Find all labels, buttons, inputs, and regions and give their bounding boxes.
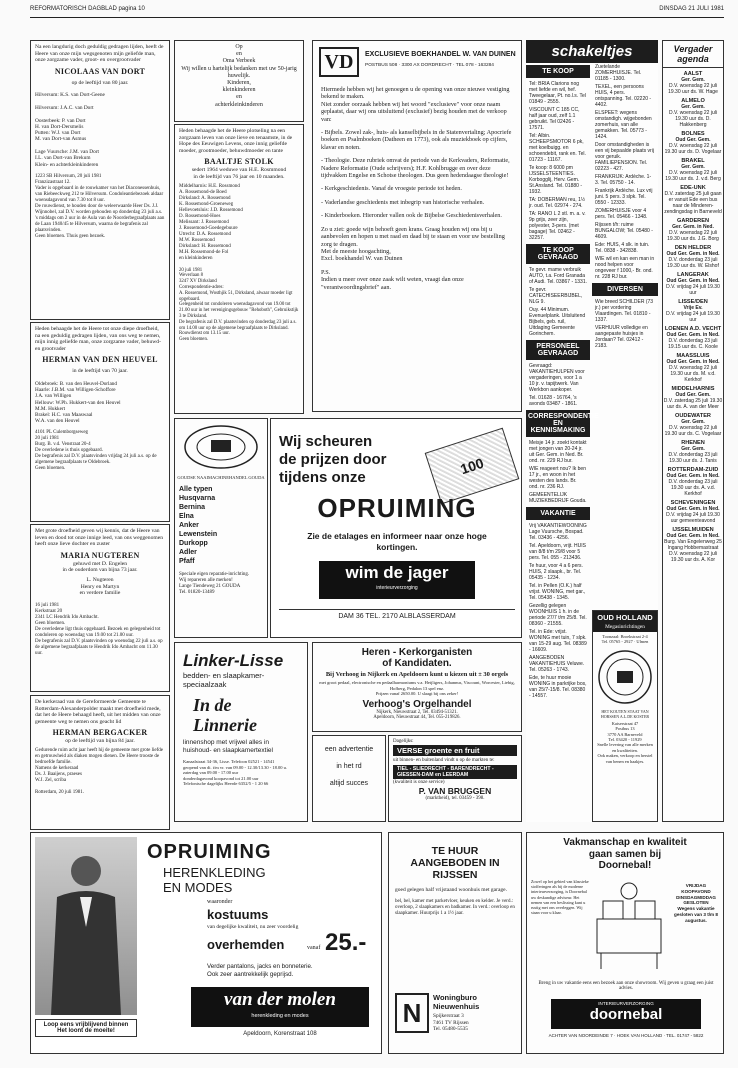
- gouda-seal-icon: [181, 423, 261, 471]
- classified-ad: ELSPEET: wegens omstandigh. wijgebonden zomerhuis, van alle gemakken. Tel. 05773 - 1424.: [595, 110, 652, 140]
- ad-doornebal: [526, 832, 724, 1054]
- wimdejager-logo: [319, 561, 475, 599]
- vergader-text: D.V. woensdag 22 juli 19.30 uur ds. W. Hage: [668, 83, 718, 95]
- classified-ad: Tel. in Pellen (O.K.) half vrijst. WONING, met gar., Tel. 05438 - 1345.: [529, 583, 586, 601]
- furniture-drawing-icon: [589, 879, 669, 975]
- vergader-text: D.V. vrijdag 24 juli 19.30 uur: [666, 284, 720, 296]
- vergader-entry: [663, 272, 723, 296]
- classified-ad: FRANKRIJK: Ardèche. 1-3. Tel. 05750 - 14.: [595, 174, 652, 186]
- molen-waaronder: waaronder: [207, 899, 233, 905]
- vergader-place: LISSE/DEN: [678, 299, 708, 305]
- duinen-title: EXCLUSIEVE BOEKHANDEL W. VAN DUINEN: [365, 51, 516, 58]
- classified-ad: Gezellig gelegen WOONHUIS 1 h. in de periode 27/7 t/m 25/8. Tel. 08360 - 21555.: [529, 603, 587, 627]
- category-te-koop: TE KOOP: [526, 65, 590, 78]
- vergader-entry: [663, 71, 723, 95]
- wimdejager-headline-1: Wij scheuren: [279, 433, 373, 450]
- linker-tag2: linnenshop met vrijwel alles in huishoud- en slaapkamertextiel: [183, 739, 273, 754]
- classified-ad: Ede, te huur mooie WONING in parkrijke bos, van 25/7-15/8. Tel. 08380 - 14557.: [529, 675, 587, 699]
- classified-ad: Ede: HUIS, 4 slk. in tuin. Tel. 0838 - 342838.: [595, 242, 650, 254]
- vergader-place: ALMELO: [681, 98, 705, 104]
- vergader-title: Vergader agenda: [663, 41, 723, 68]
- vergader-entry: [663, 500, 723, 524]
- wimdejager-headline-2: de prijzen door: [279, 451, 387, 468]
- notice-intro: De kerkeraad van de Gereformeerde Gemeente te Rotterdam-Alexanderpolder maakt met droefheid mede, dat het de Heere behaagd heeft, uit het midden van onze gemeente weg te nemen ons geacht lid: [35, 699, 161, 725]
- vergader-church: Vrije Ev.: [683, 305, 703, 311]
- vergader-text: D.V. donderdag 23 juli 19.30 uur ds. J. Tanis: [668, 452, 718, 464]
- vergader-entry: [663, 386, 723, 410]
- vergader-place: LOENEN A.D. VECHT: [664, 326, 722, 332]
- vergader-text: D.V. vrijdag 24 juli 19.30 uur gemeenteavond: [666, 512, 720, 524]
- page-header: [30, 6, 724, 18]
- heren-brand: Verhoog's Orgelhandel: [362, 698, 472, 710]
- logo-sub: herenkleding en modes: [251, 1013, 309, 1019]
- vergader-church: Oud Ger. Gem. in Ned.: [666, 359, 720, 365]
- notice-oma-verbeek: [174, 40, 304, 122]
- vergader-place: EDE-UNK: [680, 185, 706, 191]
- vergader-church: Oud Ger. Gem. in Ned.: [666, 278, 720, 284]
- classified-ad: Rijssen t/h: ruime BUNGALOW; Tel. 05480 - 4609.: [595, 222, 653, 240]
- classified-ad: Zuetelande ZOMERHUISJE. Tel. 01185 - 1300.: [595, 64, 642, 82]
- vergader-church: Oud Ger. Gem.: [675, 392, 711, 398]
- ad-van-bruggen: [388, 735, 522, 822]
- vergader-place: IJSSELMUIDEN: [672, 527, 714, 533]
- ad-te-huur-rijssen: [388, 832, 522, 1054]
- classified-ad: Tel. Apeldoorn, vrijt. HUIS van 8/8 t/m 29/8 voor 5 pers. Tel. 055 - 213436.: [529, 543, 586, 561]
- wimdejager-address: DAM 36 TEL. 2170 ALBLASSERDAM: [279, 609, 515, 620]
- vergader-place: DEN HELDER: [674, 245, 712, 251]
- duinen-intro: Hiermede hebben wij het genoegen u de opening van onze nieuwe vestiging bekend te maken. Niet zonder oorzaak hebben wij het woord "exclusieve" voor onze naam geplaatst, daar wij ons uitsluitend (exclusief) bezig houden met de verkoop van:: [321, 86, 510, 123]
- notice-nicolaas-van-dort: [30, 40, 170, 320]
- notice-name: NICOLAAS VAN DORT: [54, 66, 146, 76]
- vergader-church: Oud Ger. Gem. in Ned.: [666, 533, 720, 539]
- classified-ad: Gevraagd: VAKANTIEHULPEN voor vergaderingen, voor 1 a 10 jr. v. tapijtwerk. Van Werkbon aankoper.: [529, 363, 585, 393]
- bruggen-head: VERSE groente en fruit: [393, 745, 517, 756]
- gouda-seal-text: GOUDSE NAAIMACHINEHANDEL GOUDA: [177, 475, 265, 480]
- notice-herman-van-den-heuvel: [30, 322, 170, 522]
- vergader-text: D.V. woensdag 22 juli 19.30 uur ds. J.G. Borg: [667, 230, 719, 242]
- vergader-text: Burg. Van Engelenweg 25 Ingang Hobbemastraat D.V. woensdag 22 juli 19.30 uur ds. A. Kor: [664, 539, 722, 563]
- wimdejager-sub: Zie de etalages en informeer naar onze hoge kortingen.: [307, 531, 487, 552]
- vergader-church: Ger. Gem.: [681, 419, 705, 425]
- vergader-entry: [663, 353, 723, 383]
- vergader-entry: [663, 413, 723, 437]
- molen-title: OPRUIMING: [147, 841, 272, 863]
- bruggen-address: (marktheid), tel. 03459 - 398.: [425, 796, 485, 801]
- banknote-value: 100: [458, 454, 486, 478]
- classified-ad: TA: RANO L 2 stl. m. a. v. 9p grijs, zeer zijn, polyester, 3-pers. (met bagage) Tel. 02462 - 32257.: [529, 211, 586, 241]
- molen-vanaf: vanaf: [307, 945, 321, 951]
- vergader-text: D.V. woensdag 22 juli 19.30 uur ds. M. v.d. Kerkhof: [669, 365, 717, 383]
- header-right: DINSDAG 21 JULI 1981: [659, 6, 724, 12]
- vergader-church: Ger. Gem.: [681, 446, 705, 452]
- vergader-text: D.V. zaterdag 25 juli 19.30 uur ds. A. van der Meer: [663, 398, 723, 410]
- classified-ad: VISCOUNT C 185 CC, half jaar oud, zelf 1.1 gebruikt. Tel 02426 - 17571.: [529, 107, 580, 131]
- notice-footer: Gedurende ruim acht jaar heeft hij de gemeente met grote liefde en getrouwheid als diaken mogen dienen. De Heere trooste de bedroefde familie. Namens de kerkeraad Ds. J. Baaijens, praeses W.J. Zel, scriba Rotterdam, 20 juli 1981.: [35, 747, 163, 795]
- vergader-place: GARDEREN: [676, 218, 709, 224]
- classified-ad: Ouy. 44 Minimum. Evenuelplank. Uitsluitend Bijbels, geb. ruil, Uitdaging Gemeente Gorinchem.: [529, 307, 586, 337]
- oudholland-text: Kaiserstraat 47 Postbus 13 3770 AA Barneveld Tel. 03420 - 11929 Snelle levering van alle merken en kwaliteiten. Ook maken, verkoop en herstel van benen en haakjes.: [597, 720, 653, 764]
- notice-text: Op en Oma Verbeek Wij willen u hartelijk bedanken met uw 50-jarig huwelijk. Kinderen, kleinkinderen en achterkleinkinderen: [181, 44, 297, 108]
- classified-ad: Meisje 14 jr. zoekt kontakt met jongen van 20-24 jr. uit Ger. Gem. in Ned. Br. ond. nr. 229 RJ bur.: [529, 440, 587, 464]
- molen-price: 25.-: [325, 929, 367, 956]
- vergader-place: BRAKEL: [681, 158, 705, 164]
- vergader-entry: [663, 299, 723, 323]
- huur-address: Spijkerstraat 3 7461 TV Rijssen Tel. 05480-5535: [433, 1013, 469, 1032]
- vergader-place: AALST: [683, 71, 703, 77]
- vergader-church: Oud Ger. Gem. in Ned.: [666, 506, 720, 512]
- vergader-entry: [663, 440, 723, 464]
- classified-ad: Tel. in Ede: vrijst. WONING met tuin, 7 slpk. van 15-29 aug. Tel. 08389 - 16609.: [529, 629, 587, 653]
- heren-small: met groot pedaal, electronische en pedaalharmoniums v.a. Heijligers, Johannus, Viscount, Worcester, Liebig, Hofberg, Pedalon 13 spel enz. Prijzen vanaf 2650.00. U slaagt bij ons zeker!: [319, 680, 515, 696]
- notice-name: HERMAN VAN DEN HEUVEL: [42, 355, 158, 365]
- vergader-entry: [663, 527, 723, 563]
- ad-wim-de-jager: [270, 418, 522, 638]
- bruggen-sub: uit binnen- en buitenland vindt u op de markten te:: [393, 758, 495, 763]
- ad-boekhandel-van-duinen: [312, 40, 522, 412]
- oudholland-sub: Megasinrichtingen: [593, 624, 657, 632]
- vergader-church: Oud Ger. Gem. in Ned.: [666, 332, 720, 338]
- heren-title: Heren - Kerkorganisten: [361, 647, 473, 658]
- notice-intro: Heden behaagde het de Heere tot onze diepe droefheid, na een geduldig gedragen lijden, van ons weg te nemen, mijn innig geliefde man, onze zorgzame vader, behuwd- en grootvader: [35, 326, 161, 352]
- logo-text: doornebal: [589, 1006, 663, 1023]
- duinen-logo: VD: [319, 47, 359, 77]
- doornebal-title: Vakmanschap en kwaliteit gaan samen bij Doornebal!: [563, 837, 687, 871]
- huur-logo: N: [395, 993, 429, 1033]
- vergader-entry: [663, 467, 723, 497]
- vergader-place: SCHEVENINGEN: [670, 500, 716, 506]
- advertentie-text: een advertentie in het rd altijd succes: [324, 746, 374, 787]
- notice-age: in de leeftijd van 70 jaar.: [72, 368, 128, 375]
- man-figure-icon: [35, 837, 137, 1015]
- logo-text: wim de jager: [345, 563, 449, 582]
- logo-tagline: interieurverzorging: [376, 585, 418, 591]
- duinen-address: POSTBUS 508 · 3300 AX DORDRECHT · TEL 078 - 163284: [365, 63, 494, 68]
- notice-family: Oldebroek: B. van den Heuvel-Dorland Haarle: J.B.M. van Willigen-Schoffore J.A. van Willigen Hellouw: W.Ph. Hukkert-van den Heuvel M.M. Hukkert Brakel: H.C. van Maaswaal W.A. van den Heuvel: [35, 380, 121, 425]
- molen-sub: HERENKLEDING EN MODES: [163, 865, 266, 895]
- notice-footer: 1223 SB Hilversum, 20 juli 1981 Franzizastraat 12. Vader is opgebaard in de rouwkamer van het Diaconessenhuis, van Riebeeckweg 212 te Hilversum. Condoleantiebezoek aldaar woensdagavond van 7.30 tot 8 uur. De rouwdienst, te houden door de weleerwaarde Heer Ds. J.J. Wijnnobel, zal D.V. worden gehouden op donderdag 23 juli a.s. 's middags om 2 uur in de Aula van de Noorderbegraafplaats aan de Laan 1940/45 te Hilversum, waarna de begrafenis zal plaatsvinden. Geen bloemen. Thuis geen bezoek.: [35, 173, 165, 239]
- vergader-church: Ger. Gem. in Ned.: [672, 224, 714, 230]
- notice-age: op de leeftijd van 80 jaar.: [71, 79, 129, 86]
- notice-family: Hilversum: K.S. van Dort-Geene Hilversum: J.A.C. van Dort Oosterbeek: P. van Dort H. van Dort-Dersmelis Putten: W.J. van Dort M. van Dort-van Asmus Lage Vuursche: J.M. van Dort I.L. van Dort-van Brekum Klein- en achterkleinkinderen: [35, 92, 105, 168]
- vergader-place: MAASSLUIS: [676, 353, 710, 359]
- classified-ad: ZOMERHUISJE voor 4 pers. Tel. 05466 - 1348.: [595, 208, 648, 220]
- notice-herman-bergacker: [30, 695, 170, 830]
- oudholland-address: Toonzaal: Broekstraat 2-4 Tel. 05765 - 2927 · Ulmen: [601, 634, 649, 645]
- gouda-note: Speciale eigen reparatie-inrichting. Wij repareren alle merken! Lange Tiendeweg 21 GOUDA Tel. 01820-13489: [179, 571, 250, 595]
- notice-footer: 20 juli 1981 Weverlaan 8 3247 XV Dirksland Correspondentie-adres: A. Rossemond, Wosthjik 51, Dirksland, alwaar moeder ligt opgebaard. Gelegenheid tot condoleren woensdagavond van 19.00 tot 21.00 uur in het verenigingsgebouw "Rehoboth", Gebruikstijk 3 te Dirksland. De begrafenis zal D.V. plaatsvinden op donderdag 23 juli a.s. om 14.00 uur op de algemene begraafplaats te Dirksland. Rouwdienst om 13.15 uur. Geen bloemen.: [179, 267, 299, 343]
- duinen-item-theologie: - Theologie. Deze rubriek omvat de periode van de Kerkvaders, Reformatie, Nadere Reformatie (Oude schrijvers); H.F. Kohlbrugge en over deze tijdvakken Engelse en Schotse theologen. Dus geen hedendaagse theologie!: [321, 157, 510, 180]
- classified-ad: Tel. 01628 - 16764, 's avonds 03487 - 1861.: [529, 395, 578, 407]
- notice-sub: gehuwd met D. Engelen: [72, 560, 128, 567]
- ad-oud-holland: [592, 610, 658, 822]
- classified-ad: TEXEL, een persoons HUIS, 4 pers. ontspanning. Tel. 02220 - 4402.: [595, 84, 652, 108]
- doornebal-address: ACHTER VAN NOORDEINDE 7 · HOEK VAN HOLLAND · TEL. 01747 - 5822: [548, 1033, 704, 1038]
- molen-kostuums-sub: van degelijke kwaliteit, nu zeer voordelig: [207, 924, 299, 930]
- vergader-text: D.V. woensdag 22 juli 19.30 uur ds. D. Hakkenberg: [669, 110, 717, 128]
- notice-intro: Na een langdurig doch geduldig gedragen lijden, heeft de Heere van onze mijn wegsgenoten mijn geliefde man, onze zorgzame vader, groot- en overgrootvader: [35, 44, 164, 64]
- vergader-place: BOLNES: [681, 131, 705, 137]
- oudholland-seal-text: HET KOUTEN STAAT VAN HORSSEN A.L.DE KOSTER: [600, 708, 650, 719]
- classified-ad: Vrij VAKANTIEWOONING Lage Vuursche, Bospad. Tel. 03436 - 4256.: [529, 523, 587, 541]
- vergader-agenda: [662, 40, 724, 822]
- classified-ad: Door omstandigheden is een vij bepaalde plaats vrij voor geruik. FAMILIEPENSION. Tel. 02223 - 427.: [595, 142, 654, 172]
- classified-ad: [592, 350, 658, 352]
- classified-ad: AANGEBODEN VAKANTIEHUIS Veluwe. Tel. 05263 - 1743.: [529, 655, 585, 673]
- notice-maria-nugteren: [30, 524, 170, 692]
- doornebal-text: Zowel op het gebied van klassieke stofferingen als bij de moderne interieurverzorging, is Doornebal uw deskundige adviseur. Het nemen van een beslissing kunt u rustig met ons overleggen. Wij staan voor u klaar.: [531, 879, 589, 916]
- molen-photo: [35, 837, 137, 1015]
- vergader-text: D.V. donderdag 23 juli 19.30 uur ds. A. v.d. Kerkhof: [668, 479, 718, 497]
- duinen-item-vaderlandse-geschiedenis: - Vaderlandse geschiedenis met inbegrip van historische verhalen.: [321, 198, 485, 206]
- classified-ad: TA: DOBERMAN reu, 1½ jr. oud. Tel. 02974 - 274.: [529, 197, 586, 209]
- vergader-place: MIDDELHARNIS: [671, 386, 715, 392]
- classified-ad: Te huur, voor 4 a 6 pers. HUIS, 2 slaapk., br. Tel. 05435 - 1234.: [529, 563, 583, 581]
- vergader-entry: [663, 245, 723, 269]
- classified-ad: GEMEENTELIJK MUZIEKBEDRIJF Gouda.: [529, 492, 587, 504]
- bruggen-top: Dagelijks:: [393, 739, 414, 744]
- gouda-brands: Alle typen Husqvarna Bernina Elna Anker Lewenstein Durkopp Adler Pfaff: [179, 485, 218, 565]
- vergader-place: RHENEN: [681, 440, 705, 446]
- notice-intro: Met grote droefheid geven wij kennis, dat de Heere van leven en dood tot onze innige leed, van ons weggenomen heeft onze lieve dochter en zuster: [35, 528, 163, 548]
- duinen-item-kinderboeken: - Kinderboeken. Hieronder vallen ook de Bijbelse Geschiedenisverhalen.: [321, 212, 502, 220]
- molen-caption: Loop eens vrijblijvend binnen Het loont de moeite!: [35, 1019, 137, 1037]
- ad-gouda-naaimachines: [174, 418, 268, 638]
- category-vakantie: VAKANTIE: [526, 507, 590, 520]
- vergader-text: D.V. woensdag 22 juli 19.30 uur ds. J. v.d. Berg: [665, 170, 721, 182]
- classified-ad: WIE wil en kan een man in nood helpen voor ongeveer f 1000,- Br. ond. nr. 228 RJ bur.: [595, 256, 655, 280]
- molen-logo: [191, 987, 369, 1027]
- category-te-koop-gevraagd: TE KOOP GEVRAAGD: [526, 244, 590, 264]
- vergader-text: D.V. vrijdag 24 juli 19.30 uur: [666, 311, 720, 323]
- vergader-entry: [663, 158, 723, 182]
- vergader-entry: [663, 131, 723, 155]
- notice-name: BAALTJE STOLK: [204, 157, 274, 167]
- vergader-text: D.V. woensdag 22 juli 19.30 uur ds. C. Vogelaar: [664, 425, 722, 437]
- doornebal-hours: VRIJDAG KOOPAVOND DINSDAGMIDDAG GESLOTEN Wegens vakantie gesloten van 3 t/m 8 augustus.: [674, 883, 718, 923]
- bruggen-note: (kwaliteit is onze service): [393, 780, 445, 785]
- duinen-item-bijbels: - Bijbels. Zowel zak-, huis- als kanselbijbels in de Statenvertaling; Apocriefe boeken en Psalmboeken (Datheen en 1773), ook als muziekboek op cijfers, klavar en noten.: [321, 129, 512, 151]
- bruggen-name: P. VAN BRUGGEN: [418, 786, 492, 796]
- vergader-text: D.V. donderdag 23 juli 19.15 uur ds. C. Koole: [668, 338, 718, 350]
- ad-linker-lisse: [174, 642, 308, 822]
- molen-address: Apeldoorn, Korenstraat 108: [243, 1031, 317, 1037]
- oudholland-title: OUD HOLLAND: [593, 611, 657, 624]
- huur-sub: goed gelegen half vrijstaand woonhuis met garage.: [395, 887, 507, 893]
- header-left: REFORMATORISCH DAGBLAD pagina 10: [30, 6, 145, 12]
- ad-verhoog-orgelhandel: [312, 642, 522, 732]
- linker-small: Kanaalstraat 34-36, Lisse. Telefoon 02521 - 14541 geopend van di. t/m vr. van 09.00 - 12.30/13.30 - 18.00 u. zaterdag van 09.00 - 17.00 uur donderdagavond koopavond tot 21.00 uur Telefonische dagelijks Heerde 6352/5 - 1 20 66: [183, 759, 287, 786]
- category-correspondentie: CORRESPONDENTIE EN KENNISMAKING: [526, 410, 590, 437]
- notice-family: Middelharnis: H.E. Rossmond A. Rossemond-de Boed Dirksland: A. Rossemond K. Rossemond-Groeneweg Hellevoetsluis: J.D. Rossemond D. Rossemond-Hoes Melissant: J. Rossemond J. Rossemond-Goedegebuure Utrecht: D.A. Rossemond M.W. Rossemond Dirksland: H. Rossemond M.H. Rossemond-de Fol en kleinkinderen: [179, 183, 243, 261]
- classified-ad: VERHUUR volledige en aangepaste huisjes in Jordaan? Tel. 02412 - 2183.: [595, 325, 648, 349]
- staat-van-horssen-seal-icon: [597, 649, 653, 705]
- classified-ad: Tel: Albin. SCHEEPSMOTOR 6 pk, met koelbuigg. en schoendebit, rank en. Tel. 01723 - 11167.: [529, 133, 586, 163]
- duinen-ps: P.S. Indien u meer over onze zaak wilt weten, vraagt dan onze "verantwoordingsbrief" aan.: [321, 268, 464, 291]
- vergader-list: [663, 71, 723, 563]
- huur-body: bel, bel, kamer met parketvloer, keuken en kelder. Je verd.: overloop, 2 slaapkamers en badkamer. In verd.: overloop en slaapkamer. Huurprijs 1 a 1½ jaar.: [395, 899, 515, 916]
- notice-sub: sedert 1964 weduwe van H.E. Rosmmond in de leeftijd van 76 jaar en 10 maanden.: [191, 167, 287, 180]
- heren-body: Bij Verhoog in Nijkerk en Apeldoorn kunt u kiezen uit ± 30 orgels: [325, 671, 509, 678]
- doornebal-logo: [551, 999, 701, 1029]
- classified-ad: WIE reageert nou? Ik ben 17 jr., en woon in het westen des lands. Br. ond. nr. 236 RJ.: [529, 466, 586, 490]
- notice-family: L. Nugteren Henry en Martyn en verdere familie: [79, 576, 121, 597]
- category-diversen: DIVERSEN: [592, 283, 658, 296]
- ad-advertentie-rd: [312, 735, 386, 822]
- logo-sub: INTERIEURVERZORGING: [598, 1001, 654, 1006]
- classified-ad: Te gevr. mame verbruik AUTO, t.a. Ford Granada of Audi. Tel. 03867 - 1331.: [529, 267, 588, 285]
- wimdejager-sale: OPRUIMING: [317, 493, 477, 523]
- category-personeel-gevraagd: PERSONEEL GEVRAAGD: [526, 340, 590, 360]
- vergader-church: Oud Ger. Gem. in Ned.: [666, 251, 720, 257]
- linker-brand: Linker-Lisse: [183, 651, 284, 670]
- classified-ad: Te gevr. CATECHISEERBIJBEL, NLG 9.: [529, 287, 583, 305]
- vergader-entry: [663, 218, 723, 242]
- linker-tag: bedden- en slaapkamer- speciaalzaak: [183, 671, 265, 689]
- molen-more: Verder pantalons, jacks en bonneterie. Ook zeer aantrekkelijk geprijsd.: [207, 963, 313, 978]
- duinen-closing: Zo u ziet: goede wijn behoeft geen krans. Graag houden wij ons bij u aanbevolen en hopen u met raad en daad bij te staan en voor uw bestelling zorg te dragen. Met de meeste hoogachting, Excl. boekhandel W. van Duinen: [321, 225, 505, 263]
- classified-ad: Tel: BRIA Clarions nog met liefde en wil, hef. Tweegelaar, Pt. no.l.s. Tel 01849 - 2555.: [529, 81, 586, 105]
- vergader-text: D.V. woensdag 22 juli 19.30 uur ds. D. Vogelaar: [664, 143, 722, 155]
- huur-title: TE HUUR AANGEBODEN IN RIJSSEN: [410, 845, 500, 881]
- classified-ad: Frankrijk Ardèche. Lux vrij juni. 5 pers. 3 slpk. Tel. 0550 - 12333.: [595, 188, 653, 206]
- vergader-church: Ger. Gem.: [681, 104, 705, 110]
- bruggen-places: TIEL - SLIEDRECHT - BARENDRECHT - GIESSEN-DAM en LEERDAM: [393, 765, 517, 779]
- logo-text: van der molen: [224, 989, 336, 1010]
- huur-brand: Woningburo Nieuwenhuis: [433, 993, 480, 1011]
- vergader-place: LANGERAK: [677, 272, 709, 278]
- classified-ad: Te koop: 8 6000 pm IJSSELSTEENTIES. Korbogglij, Herv. Gem. St.Ansland. Tel. 01880 - 1932.: [529, 165, 582, 195]
- heren-address: Nijkerk, Nieuwstraat 2, Tel. 03494-51321. Apeldoorn, Nieuwstraat 44, Tel. 055-219826.: [373, 709, 461, 721]
- vergader-church: Oud Ger. Gem.: [675, 137, 711, 143]
- vergader-church: Ger. Gem.: [681, 77, 705, 83]
- notice-name: HERMAN BERGACKER: [52, 728, 148, 738]
- linker-inde: In de Linnerie: [193, 695, 258, 735]
- schakeltjes-title: schakeltjes: [526, 40, 658, 63]
- ad-van-der-molen: [30, 832, 382, 1054]
- vergader-entry: [663, 326, 723, 350]
- vergader-text: D.V. zaterdag 25 juli gaan er vanuit Ede een bus naar de Minderen-zendingsdag in Barneveld: [664, 191, 722, 215]
- vergader-place: ROTTERDAM-ZUID: [667, 467, 719, 473]
- doornebal-banner: Breng in uw vakantie eens een bezoek aan onze showroom. Wij geven u graag een juist advies.: [538, 981, 714, 991]
- molen-kostuums: kostuums: [207, 907, 269, 922]
- vergader-text: D.V. donderdag 23 juli 19.30 uur ds. W. Elshof: [667, 257, 719, 269]
- notice-footer: 4101 PL Culemborgseweg 20 juli 1981 Burg. B. v.d. Venstraat 20-4 De overledene is thuis opgebaard. De begrafenis zal D.V. plaatsvinden vrijdag 24 juli a.s. op de algemene begraafplaats te Oldebroek. Geen bloemen.: [35, 430, 157, 472]
- notice-name: MARIA NUGTEREN: [60, 550, 140, 560]
- wimdejager-headline-3: tijdens onze: [279, 469, 366, 486]
- notice-footer: 16 juli 1981 Kerkstraat 20 2341 LC Hendrik Ido Ambacht. Geen bloemen. De overledene ligt thuis opgebaard. Bezoek en gelegenheid tot condoleren op woensdag van 19.00 tot 21.00 uur. De begrafenis zal D.V. plaatsvinden op woensdag 22 juli a.s. op de algemene begraafplaats te Hendrik Ido Ambacht om 11.30 uur.: [35, 602, 163, 656]
- vergader-entry: [663, 185, 723, 215]
- vergader-church: Oud Ger. Gem. in Ned.: [666, 473, 720, 479]
- vergader-church: Ger. Gem.: [681, 164, 705, 170]
- classified-ad: Wie breed SCHILDER (73 jr.) per vordering Vlaardingen. Tel. 01810 - 1337.: [595, 299, 654, 323]
- notice-baaltje-stolk: [174, 124, 304, 414]
- notice-age: in de ouderdom van bijna 73 jaar.: [62, 567, 138, 574]
- heren-title-2: of Kandidaten.: [382, 658, 452, 669]
- molen-overhemden: overhemden: [207, 937, 285, 952]
- duinen-item-kerkgeschiedenis: - Kerkgeschiedenis. Vanaf de vroegste periode tot heden.: [321, 185, 462, 193]
- vergader-place: OUDEWATER: [675, 413, 711, 419]
- notice-intro: Heden behaagde het de Heere plotseling na een zorgzaam leven van onze lieve en tenaamste, in de Hope des Eeuwigen Levens, onze innig geliefde moeder, grootmoeder, behuwdmoeder en tante: [179, 128, 293, 154]
- notice-age: op de leeftijd van bijna 84 jaar.: [65, 738, 135, 745]
- vergader-entry: [663, 98, 723, 128]
